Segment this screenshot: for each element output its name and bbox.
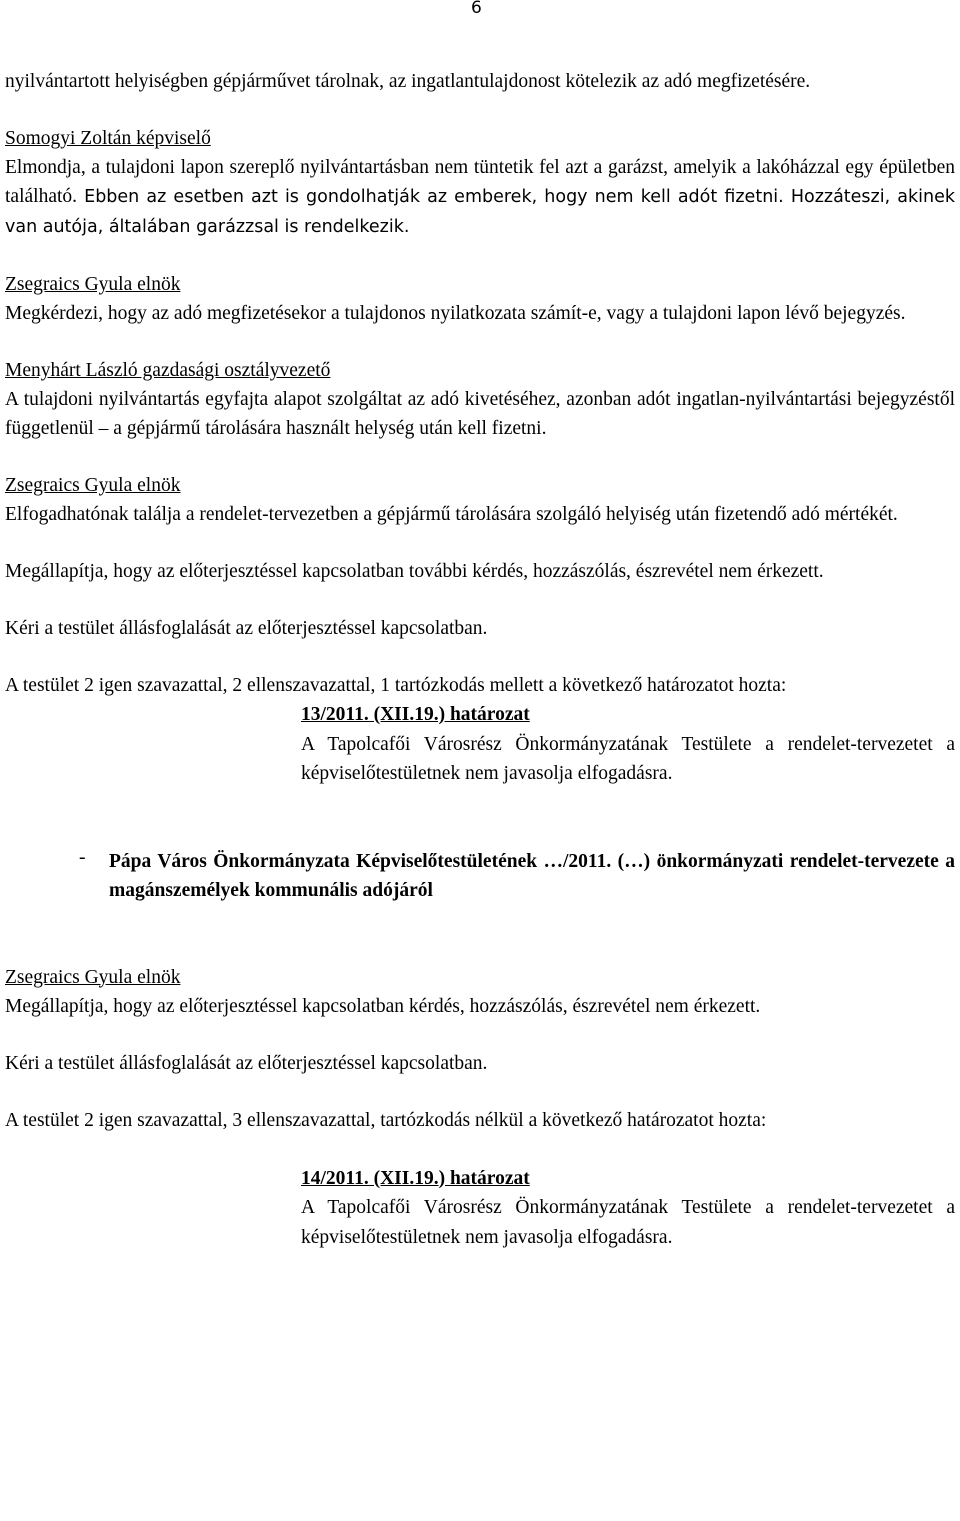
speaker-text-part: Ebben az esetben azt is gondolhatják az emberek, hogy nem kell adót fizetni. Hozzáteszi, akinek van autója, általában garázzsal is rendelkezik. [5, 187, 955, 237]
speaker-name: Somogyi Zoltán képviselő [5, 128, 211, 149]
speaker-text [5, 153, 955, 242]
paragraph: Kéri a testület állásfoglalását az előterjesztéssel kapcsolatban. [5, 618, 488, 639]
resolution-text: A Tapolcafői Városrész Önkormányzatának Testülete a rendelet-tervezetet a képviselőtestületnek nem javasolja elfogadásra. [301, 733, 955, 784]
speaker-name: Zsegraics Gyula elnök [5, 966, 181, 988]
speaker-block [5, 356, 955, 443]
paragraph: Megállapítja, hogy az előterjesztéssel kapcsolatban további kérdés, hozzászólás, észrevétel nem érkezett. [5, 561, 824, 582]
speaker-block [5, 270, 955, 328]
vote-statement: A testület 2 igen szavazattal, 2 ellenszavazattal, 1 tartózkodás mellett a következő határozatot hozta: [5, 675, 787, 696]
paragraph-continuation: nyilvántartott helyiségben gépjárművet tárolnak, az ingatlantulajdonost kötelezik az adó megfizetésére. [5, 71, 811, 92]
speaker-block [5, 124, 955, 242]
page-number: 6 [471, 0, 482, 18]
speaker-text: A tulajdoni nyilvántartás egyfajta alapot szolgáltat az adó kivetéséhez, azonban adót ingatlan-nyilvántartási bejegyzéstől függetlenül – a gépjármű tárolására használt helység után kell fizetni. [5, 389, 955, 439]
resolution-title: 13/2011. (XII.19.) határozat [301, 704, 530, 725]
speaker-name: Zsegraics Gyula elnök [5, 475, 181, 496]
speaker-block [5, 963, 955, 1021]
resolution-block [301, 700, 955, 789]
speaker-text: Elfogadhatónak találja a rendelet-tervezetben a gépjármű tárolására szolgáló helyiség után fizetendő adó mértékét. [5, 504, 898, 525]
speaker-name: Zsegraics Gyula elnök [5, 274, 181, 295]
resolution-title: 14/2011. (XII.19.) határozat [301, 1167, 530, 1189]
agenda-title: Pápa Város Önkormányzata Képviselőtestületének …/2011. (…) önkormányzati rendelet-tervezete a magánszemélyek kommunális adójáról [109, 850, 955, 901]
agenda-dash: - [79, 846, 86, 868]
resolution-block [301, 1164, 955, 1253]
speaker-text: Megállapítja, hogy az előterjesztéssel kapcsolatban kérdés, hozzászólás, észrevétel nem érkezett. [5, 995, 761, 1017]
speaker-block [5, 471, 955, 529]
resolution-text: A Tapolcafői Városrész Önkormányzatának Testülete a rendelet-tervezetet a képviselőtestületnek nem javasolja elfogadásra. [301, 1197, 955, 1248]
agenda-item [79, 847, 955, 905]
vote-statement: A testület 2 igen szavazattal, 3 ellenszavazattal, tartózkodás nélkül a következő határozatot hozta: [5, 1109, 767, 1131]
speaker-text: Megkérdezi, hogy az adó megfizetésekor a tulajdonos nyilatkozata számít-e, vagy a tulajdoni lapon lévő bejegyzés. [5, 303, 906, 324]
speaker-text-part: Elmondja, a tulajdoni lapon szereplő nyilvántartásban nem tüntetik fel azt a garázst, amelyik a lakóházzal egy épületben található. [5, 157, 955, 207]
document-body [5, 67, 955, 1252]
paragraph: Kéri a testület állásfoglalását az előterjesztéssel kapcsolatban. [5, 1052, 488, 1074]
speaker-name: Menyhárt László gazdasági osztályvezető [5, 360, 331, 381]
